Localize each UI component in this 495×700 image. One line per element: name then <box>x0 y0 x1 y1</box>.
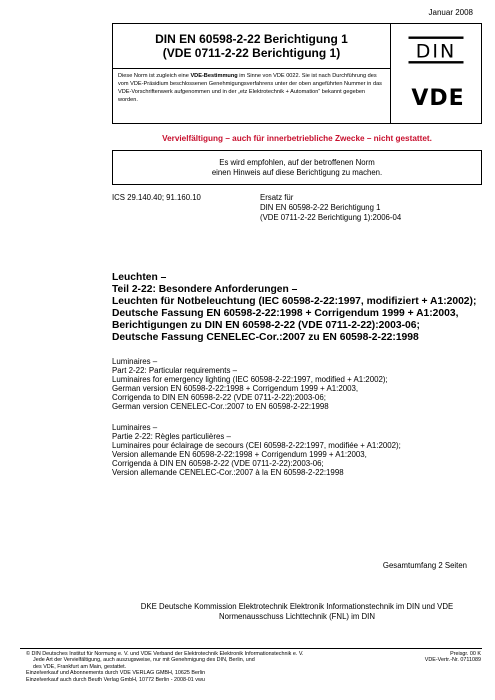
din-logo-text: DIN <box>415 40 457 63</box>
title-en-line: Corrigenda to DIN EN 60598-2-22 (VDE 0711-2-22):2003-06; <box>112 393 326 402</box>
vde-order-number: VDE-Vertr.-Nr. 0711089 <box>424 657 481 664</box>
recommendation-line: Es wird empfohlen, auf der betroffenen Norm <box>219 158 375 167</box>
committee-line: Normenausschuss Lichttechnik (FNL) im DIN <box>219 612 375 621</box>
title-de-line: Berichtigungen zu DIN EN 60598-2-22 (VDE 0711-2-22):2003-06; <box>112 320 420 331</box>
title-en-line: Luminaires – <box>112 357 158 366</box>
title-fr-line: Partie 2-22: Règles particulières – <box>112 432 231 441</box>
replacement-line: Ersatz für <box>260 193 294 202</box>
title-en-line: German version EN 60598-2-22:1998 + Corrigendum 1999 + A1:2003, <box>112 384 359 393</box>
title-de-line: Deutsche Fassung CENELEC-Cor.:2007 zu EN 60598-2-22:1998 <box>112 332 419 343</box>
price-group: Preisgr. 00 K <box>450 651 481 657</box>
title-en-line: Part 2-22: Particular requirements – <box>112 366 237 375</box>
footer-rule <box>20 648 482 649</box>
title-en-line: German version CENELEC-Cor.:2007 to EN 60598-2-22:1998 <box>112 402 329 411</box>
document-number: DIN EN 60598-2-22 Berichtigung 1 <box>155 32 348 46</box>
vde-notice <box>118 72 386 104</box>
issue-date: Januar 2008 <box>428 8 473 17</box>
title-en-line: Luminaires for emergency lighting (IEC 60598-2-22:1997, modified + A1:2002); <box>112 375 388 384</box>
copyright-line: © DIN Deutsches Institut für Normung e. V. und VDE Verband der Elektrotechnik Elektronik Informationstechnik e. V. <box>26 651 304 657</box>
sales-line: Einzelverkauf und Abonnements durch VDE VERLAG GMBH, 10625 Berlin <box>26 670 206 677</box>
copyright-line: des VDE, Frankfurt am Main, gestattet. <box>33 663 127 670</box>
committee-line: DKE Deutsche Kommission Elektrotechnik Elektronik Informationstechnik im DIN und VDE <box>140 602 454 611</box>
copyright-line: Jede Art der Vervielfältigung, auch auszugsweise, nur mit Genehmigung des DIN, Berlin, und <box>33 657 255 664</box>
replacement-line: DIN EN 60598-2-22 Berichtigung 1 <box>260 203 381 212</box>
document-vde-number: (VDE 0711-2-22 Berichtigung 1) <box>162 46 341 60</box>
total-pages: Gesamtumfang 2 Seiten <box>382 561 467 570</box>
vde-logo-icon: VDE <box>411 86 465 111</box>
replacement-line: (VDE 0711-2-22 Berichtigung 1):2006-04 <box>260 213 402 222</box>
title-fr-line: Version allemande EN 60598-2-22:1998 + Corrigendum 1999 + A1:2003, <box>112 450 367 459</box>
vde-notice-pre: Diese Norm ist zugleich eine <box>118 73 191 79</box>
title-fr-line: Version allemande CENELEC-Cor.:2007 à la EN 60598-2-22:1998 <box>112 468 344 477</box>
title-fr-line: Luminaires pour éclairage de secours (CEI 60598-2-22:1997, modifiée + A1:2002); <box>112 441 401 450</box>
reproduction-warning: Vervielfältigung – auch für innerbetriebliche Zwecke – nicht gestattet. <box>162 134 432 143</box>
title-de-line: Teil 2-22: Besondere Anforderungen – <box>112 284 298 295</box>
vde-notice-bold: VDE-Bestimmung <box>190 73 238 79</box>
din-logo-icon <box>408 36 464 64</box>
sales-line: Einzelverkauf auch durch Beuth Verlag GmbH, 10772 Berlin - 2008-01 vwu <box>26 676 205 683</box>
vde-notice-post: im Sinne von VDE 0022. Sie ist nach Durchführung des vom VDE-Präsidium beschlossenen Genehmigungsverfahrens unter der oben angeführten Nummer in das VDE-Vorschriftenwerk aufgenommen und in der „etz Elektrotechnik + Automation“ bekannt gegeben worden. <box>118 73 382 103</box>
title-fr-line: Luminaires – <box>112 423 158 432</box>
title-fr-line: Corrigenda à DIN EN 60598-2-22 (VDE 0711-2-22):2003-06; <box>112 459 324 468</box>
recommendation-line: einen Hinweis auf diese Berichtigung zu machen. <box>211 168 383 177</box>
title-de-line: Deutsche Fassung EN 60598-2-22:1998 + Corrigendum 1999 + A1:2003, <box>112 308 459 319</box>
ics-codes: ICS 29.140.40; 91.160.10 <box>112 193 201 202</box>
header-divider-horizontal <box>112 68 391 69</box>
title-de-line: Leuchten für Notbeleuchtung (IEC 60598-2-22:1997, modifiziert + A1:2002); <box>112 296 477 307</box>
title-de-line: Leuchten – <box>112 272 167 283</box>
